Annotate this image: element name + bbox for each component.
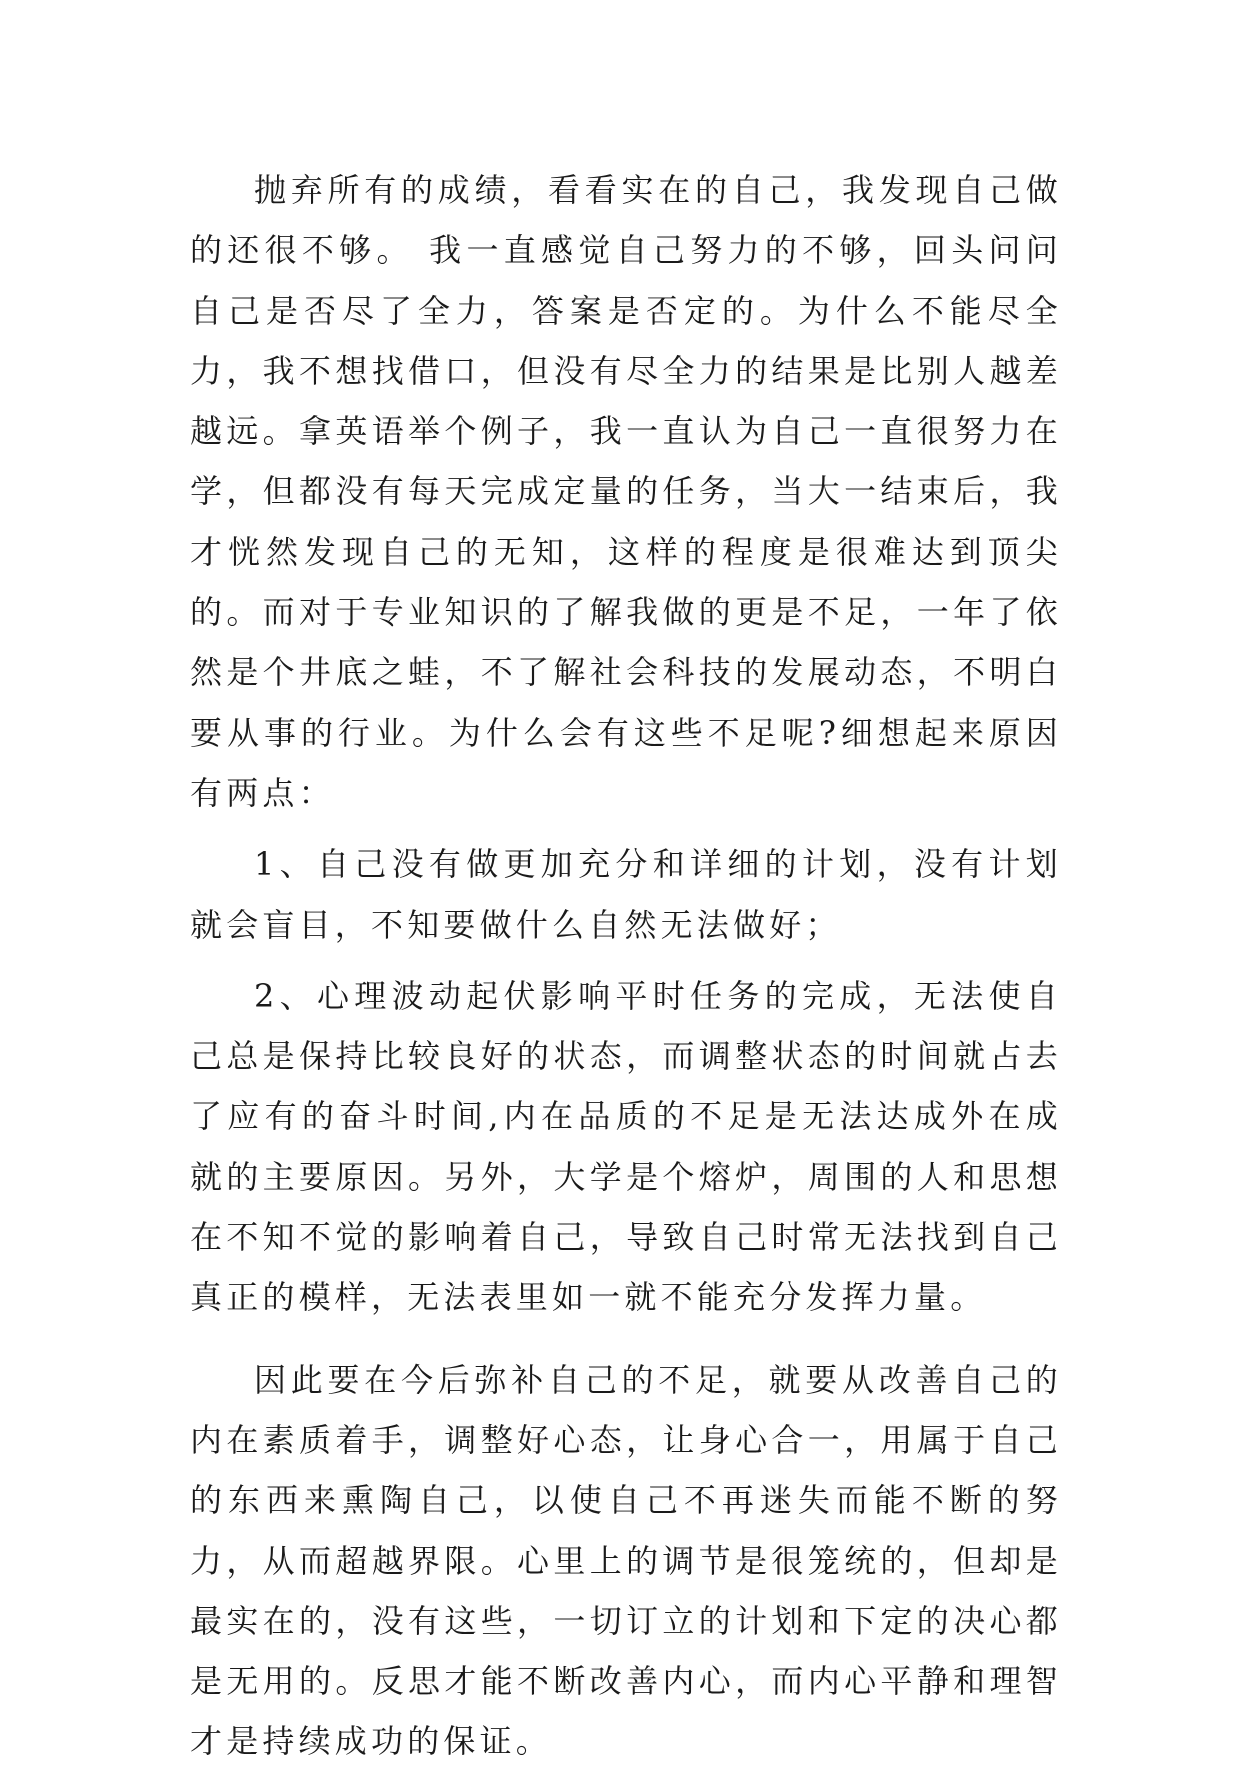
document-body: [190, 160, 1062, 1772]
paragraph-conclusion: 因此要在今后弥补自己的不足，就要从改善自己的内在素质着手，调整好心态，让身心合一，用属于自己的东西来熏陶自己，以使自己不再迷失而能不断的努力，从而超越界限。心里上的调节是很笼统的，但却是最实在的，没有这些，一切订立的计划和下定的决心都是无用的。反思才能不断改善内心，而内心平静和理智才是持续成功的保证。: [190, 1360, 1062, 1761]
paragraph-reason-1: 1、自己没有做更加充分和详细的计划，没有计划就会盲目，不知要做什么自然无法做好；: [190, 845, 1062, 944]
paragraph-reflection: 抛弃所有的成绩，看看实在的自己，我发现自己做的还很不够。 我一直感觉自己努力的不够，回头问问自己是否尽了全力，答案是否定的。为什么不能尽全力，我不想找借口，但没有尽全力的结果是比别人越差越远。拿英语举个例子，我一直认为自己一直很努力在学，但都没有每天完成定量的任务，当大一结束后，我才恍然发现自己的无知，这样的程度是很难达到顶尖的。而对于专业知识的了解我做的更是不足，一年了依然是个井底之蛙，不了解社会科技的发展动态，不明白要从事的行业。为什么会有这些不足呢?细想起来原因有两点：: [190, 171, 1062, 812]
paragraph-reason-2: 2、心理波动起伏影响平时任务的完成，无法使自己总是保持比较良好的状态，而调整状态的时间就占去了应有的奋斗时间,内在品质的不足是无法达成外在成就的主要原因。另外，大学是个熔炉，周围的人和思想在不知不觉的影响着自己，导致自己时常无法找到自己真正的模样，无法表里如一就不能充分发挥力量。: [190, 976, 1062, 1317]
